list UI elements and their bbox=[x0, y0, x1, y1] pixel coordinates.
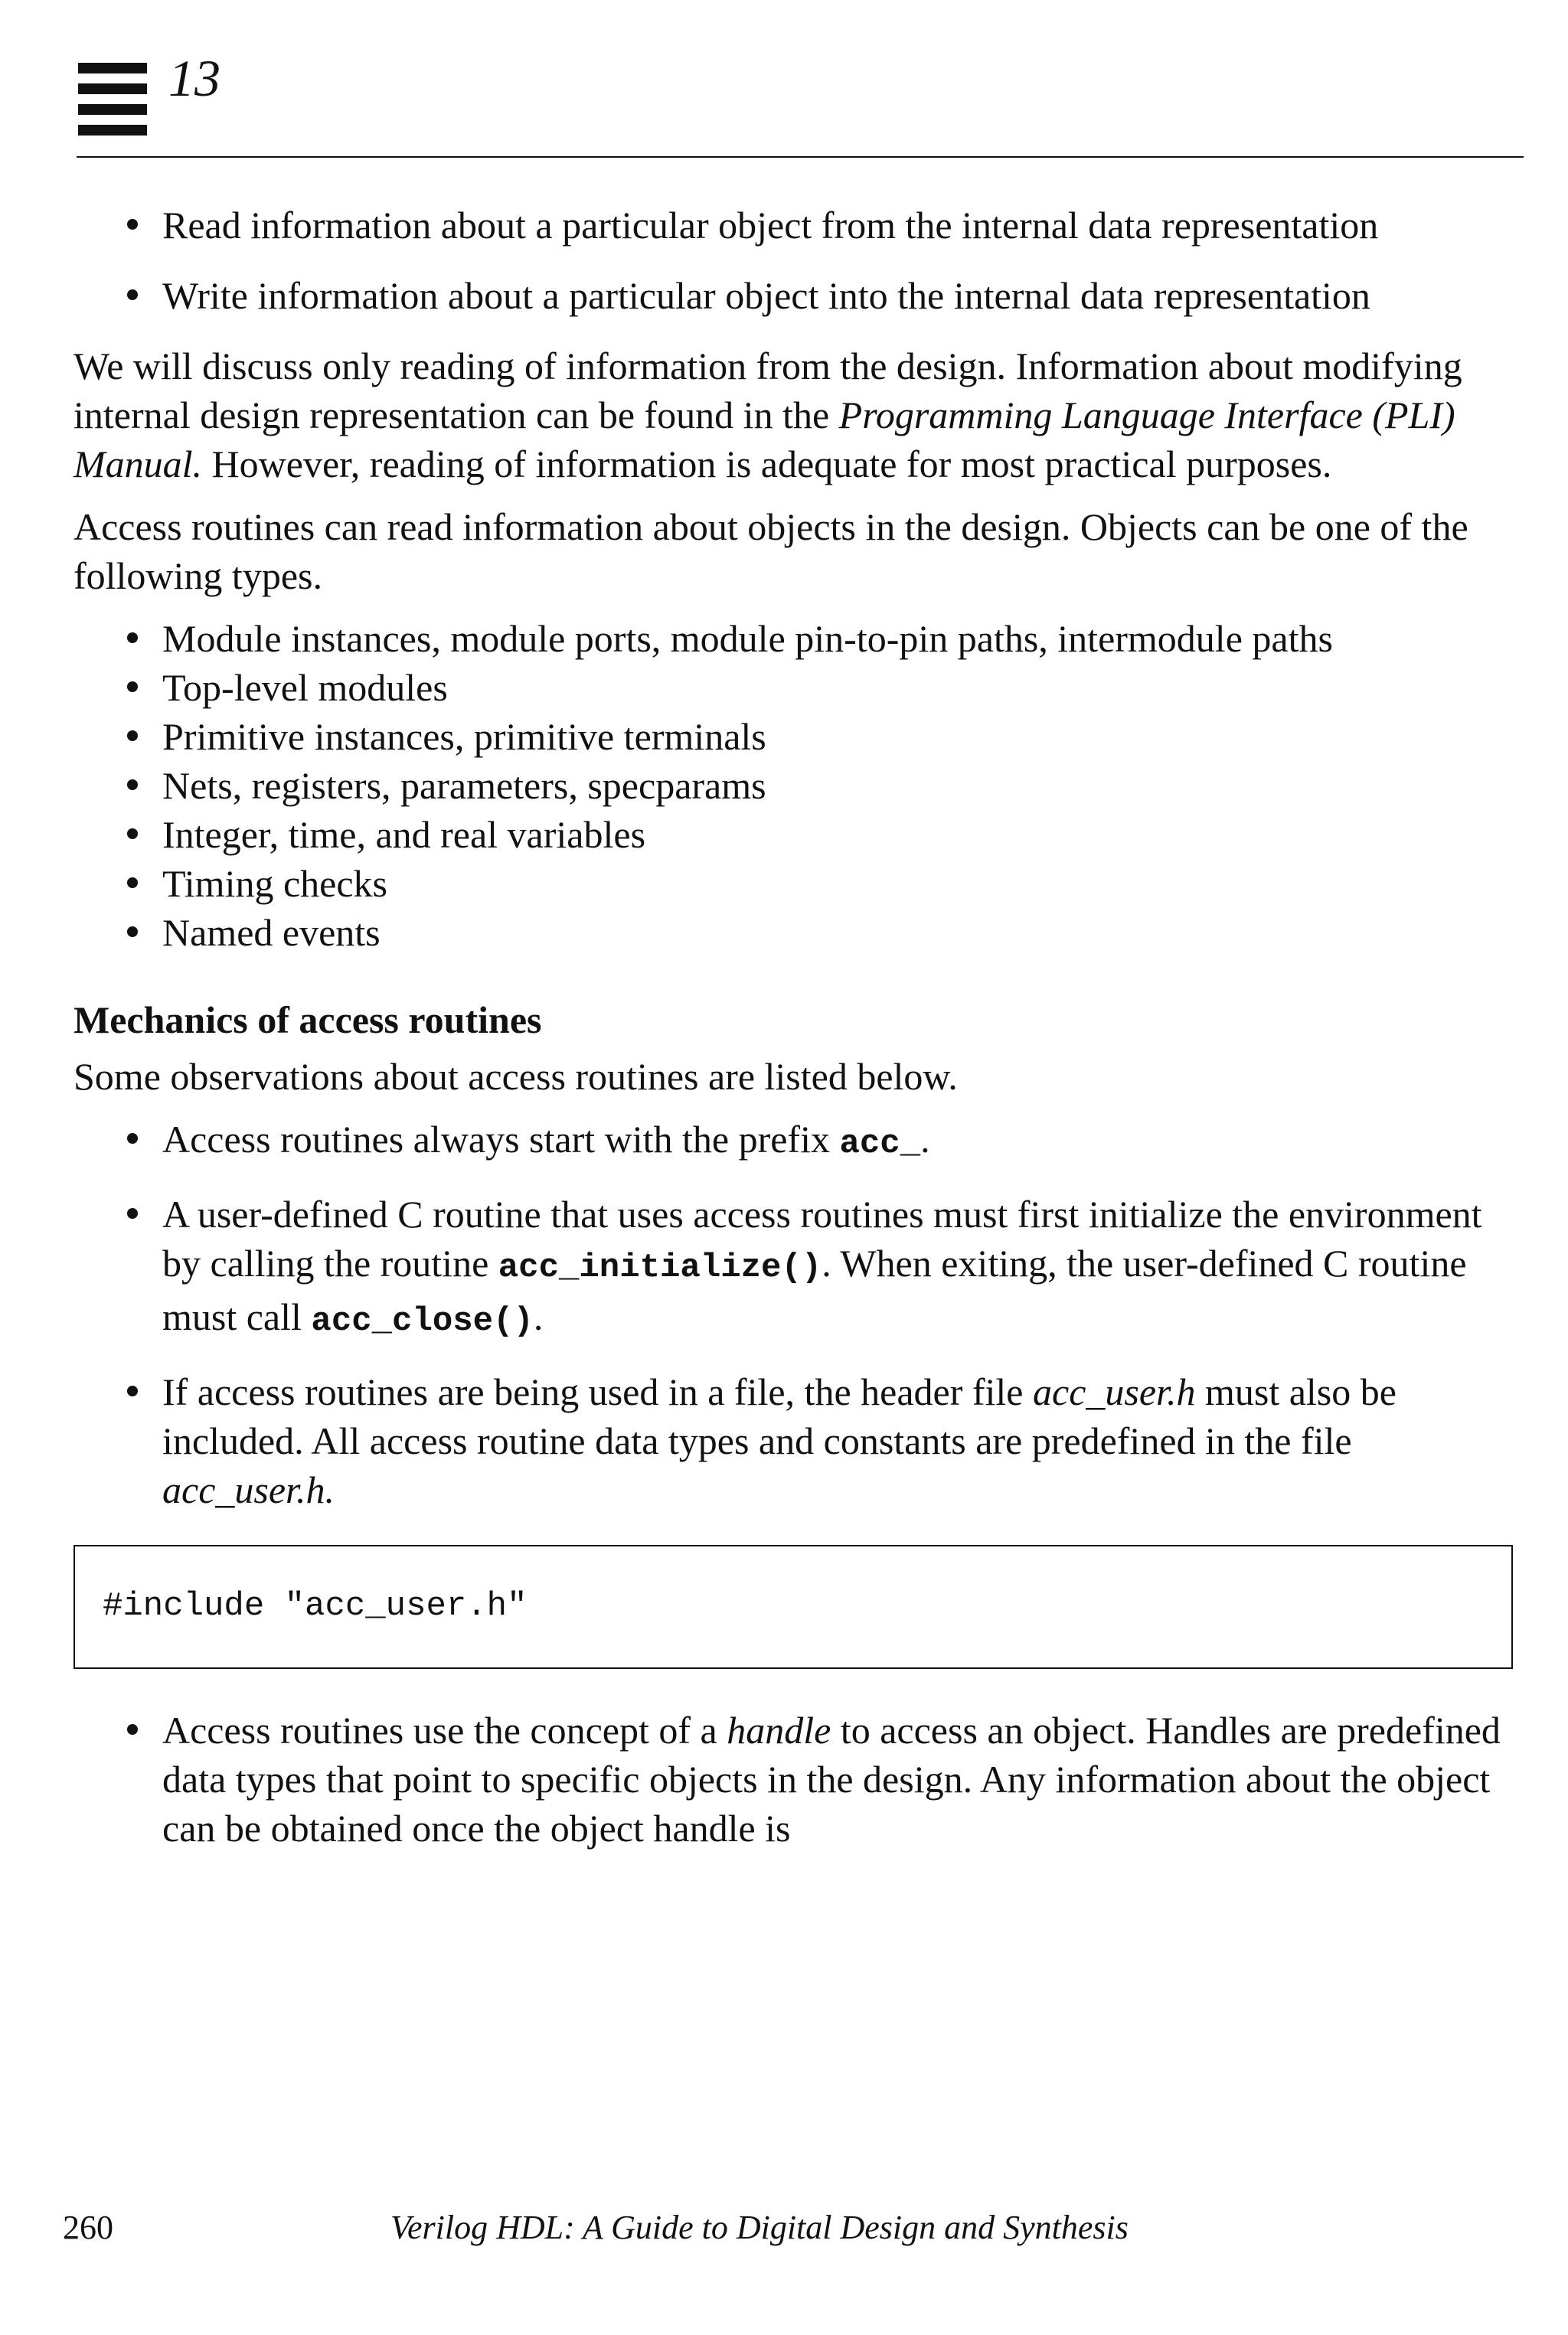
paragraph-object-types: Access routines can read information about objects in the design. Objects can be one of the following types. bbox=[74, 505, 1468, 597]
list-item-text: Access routines use the concept of a bbox=[162, 1709, 727, 1752]
chapter-number: 13 bbox=[168, 49, 220, 107]
manual-title: Programming Language Interface (PLI) Manual. bbox=[74, 394, 1455, 485]
paragraph-text: However, reading of information is adequate for most practical purposes. bbox=[202, 443, 1332, 485]
list-item-text: must also be included. All access routine data types and constants are predefined in the file bbox=[162, 1370, 1396, 1462]
code-prefix: acc_ bbox=[839, 1125, 921, 1163]
list-item bbox=[74, 1115, 1528, 1168]
code-example-text: #include "acc_user.h" bbox=[103, 1587, 528, 1625]
list-item-text: . bbox=[920, 1118, 930, 1161]
list-item bbox=[74, 1367, 1528, 1514]
intro-bullet-list bbox=[74, 201, 1528, 320]
header-filename: acc_user.h bbox=[1033, 1370, 1196, 1413]
page-body bbox=[74, 201, 1528, 1874]
paragraph-reading-info bbox=[74, 341, 1528, 488]
list-item-text: If access routines are being used in a file, the header file bbox=[162, 1370, 1033, 1413]
list-item-text: A user-defined C routine that uses access routines must first initialize the environment by calling the routine bbox=[162, 1193, 1482, 1285]
book-title: Verilog HDL: A Guide to Digital Design and Synthesis bbox=[390, 2209, 1129, 2246]
list-item-text: . bbox=[533, 1295, 544, 1338]
list-item: Module instances, module ports, module pin-to-pin paths, intermodule paths bbox=[74, 614, 1528, 663]
list-item bbox=[74, 1190, 1528, 1346]
observation-list bbox=[74, 1115, 1528, 1514]
list-item-text: Access routines always start with the prefix bbox=[162, 1118, 840, 1161]
list-item: Primitive instances, primitive terminals bbox=[74, 712, 1528, 761]
code-close: acc_close() bbox=[311, 1302, 534, 1341]
page-number: 260 bbox=[63, 2209, 113, 2246]
chapter-tab-icon bbox=[78, 63, 147, 136]
object-type-list bbox=[74, 614, 1528, 957]
list-item: Integer, time, and real variables bbox=[74, 810, 1528, 859]
section-heading: Mechanics of access routines bbox=[74, 998, 542, 1041]
list-item-text: to access an object. Handles are predefined data types that point to specific objects in the design. Any information about the object can be obtained once the object handle is bbox=[162, 1709, 1501, 1850]
handle-term: handle bbox=[727, 1709, 831, 1752]
list-item: Write information about a particular object into the internal data representation bbox=[74, 271, 1528, 320]
list-item: Named events bbox=[74, 908, 1528, 957]
list-item: Nets, registers, parameters, specparams bbox=[74, 761, 1528, 810]
list-item: Read information about a particular object from the internal data representation bbox=[74, 201, 1528, 250]
code-example-box bbox=[74, 1545, 1513, 1669]
handle-bullet-list bbox=[74, 1706, 1528, 1853]
list-item: Top-level modules bbox=[74, 663, 1528, 712]
section-intro: Some observations about access routines are listed below. bbox=[74, 1055, 958, 1098]
header-divider bbox=[77, 156, 1524, 158]
code-initialize: acc_initialize() bbox=[498, 1249, 822, 1287]
paragraph-text: We will discuss only reading of information from the design. Information about modifying internal design representation can be found in the bbox=[74, 345, 1462, 436]
list-item: Timing checks bbox=[74, 859, 1528, 908]
list-item bbox=[74, 1706, 1528, 1853]
list-item-text: . When exiting, the user-defined C routine must call bbox=[162, 1242, 1467, 1338]
header-filename: acc_user.h. bbox=[162, 1468, 335, 1511]
